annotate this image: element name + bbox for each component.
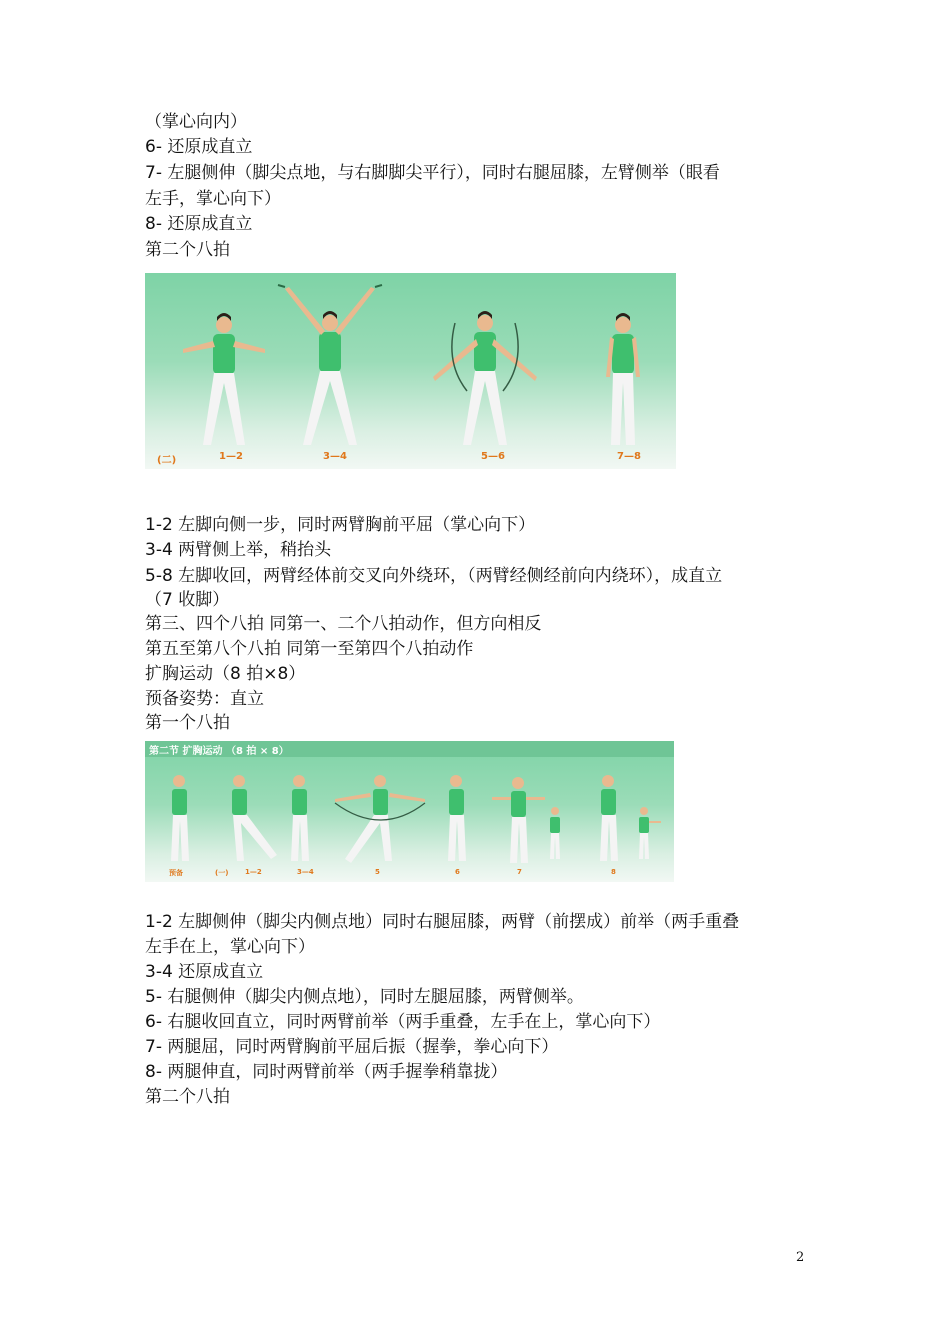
caption-label: 5	[375, 868, 380, 876]
figure-pose-3-4	[278, 285, 382, 445]
text-line: 8- 两腿伸直，同时两臂前举（两手握拳稍靠拢）	[145, 1062, 508, 1082]
caption-label: 5—6	[481, 451, 505, 462]
figure-pose-5-6	[433, 311, 537, 445]
text-line: 第二个八拍	[145, 240, 230, 260]
text-line: 3-4 还原成直立	[145, 962, 264, 982]
exercise-illustration-2	[145, 741, 674, 882]
caption-label: 3—4	[323, 451, 347, 462]
exercise-figure-2	[145, 741, 674, 882]
text-line: （掌心向内）	[145, 112, 247, 132]
text-line: 第五至第八个八拍 同第一至第四个八拍动作	[145, 639, 474, 659]
text-line: 第三、四个八拍 同第一、二个八拍动作，但方向相反	[145, 614, 542, 634]
caption-label: 预备	[169, 869, 183, 877]
page-number: 2	[796, 1250, 805, 1265]
figure-pose-7-8	[606, 313, 640, 445]
text-line: （7 收脚）	[145, 590, 230, 610]
text-line: 3-4 两臂侧上举，稍抬头	[145, 540, 332, 560]
text-line: 8- 还原成直立	[145, 214, 253, 234]
text-line: 7- 左腿侧伸（脚尖点地，与右脚脚尖平行），同时右腿屈膝，左臂侧举（眼看	[145, 163, 720, 183]
figure-pose-1-2	[183, 313, 265, 445]
caption-label: (二)	[157, 455, 177, 466]
caption-label: 1—2	[245, 868, 262, 876]
text-line: 7- 两腿屈，同时两臂胸前平屈后振（握拳，拳心向下）	[145, 1037, 559, 1057]
text-line: 第二个八拍	[145, 1087, 230, 1107]
text-line: 5-8 左脚收回，两臂经体前交叉向外绕环，（两臂经侧经前向内绕环），成直立	[145, 566, 723, 586]
caption-label: 8	[611, 868, 616, 876]
text-line: 5- 右腿侧伸（脚尖内侧点地），同时左腿屈膝，两臂侧举。	[145, 987, 584, 1007]
caption-label: 7—8	[617, 451, 641, 462]
caption-label: 1—2	[219, 451, 243, 462]
caption-label: 3—4	[297, 868, 314, 876]
caption-label: 6	[455, 868, 460, 876]
text-line: 1-2 左脚侧伸（脚尖内侧点地）同时右腿屈膝，两臂（前摆成）前举（两手重叠	[145, 912, 740, 932]
text-line: 扩胸运动（8 拍×8）	[145, 664, 306, 684]
text-line: 左手在上，掌心向下）	[145, 937, 315, 957]
text-line: 6- 还原成直立	[145, 137, 253, 157]
exercise-figure-1	[145, 273, 676, 469]
caption-label: (一)	[215, 869, 229, 877]
exercise-illustration-1	[145, 273, 676, 469]
caption-label: 7	[517, 868, 522, 876]
text-line: 左手，掌心向下）	[145, 189, 281, 209]
text-line: 第一个八拍	[145, 713, 230, 733]
figure-header: 第二节 扩胸运动 （8 拍 × 8）	[149, 746, 289, 757]
text-line: 6- 右腿收回直立，同时两臂前举（两手重叠，左手在上，掌心向下）	[145, 1012, 661, 1032]
text-line: 1-2 左脚向侧一步，同时两臂胸前平屈（掌心向下）	[145, 515, 536, 535]
text-line: 预备姿势：直立	[145, 689, 264, 709]
